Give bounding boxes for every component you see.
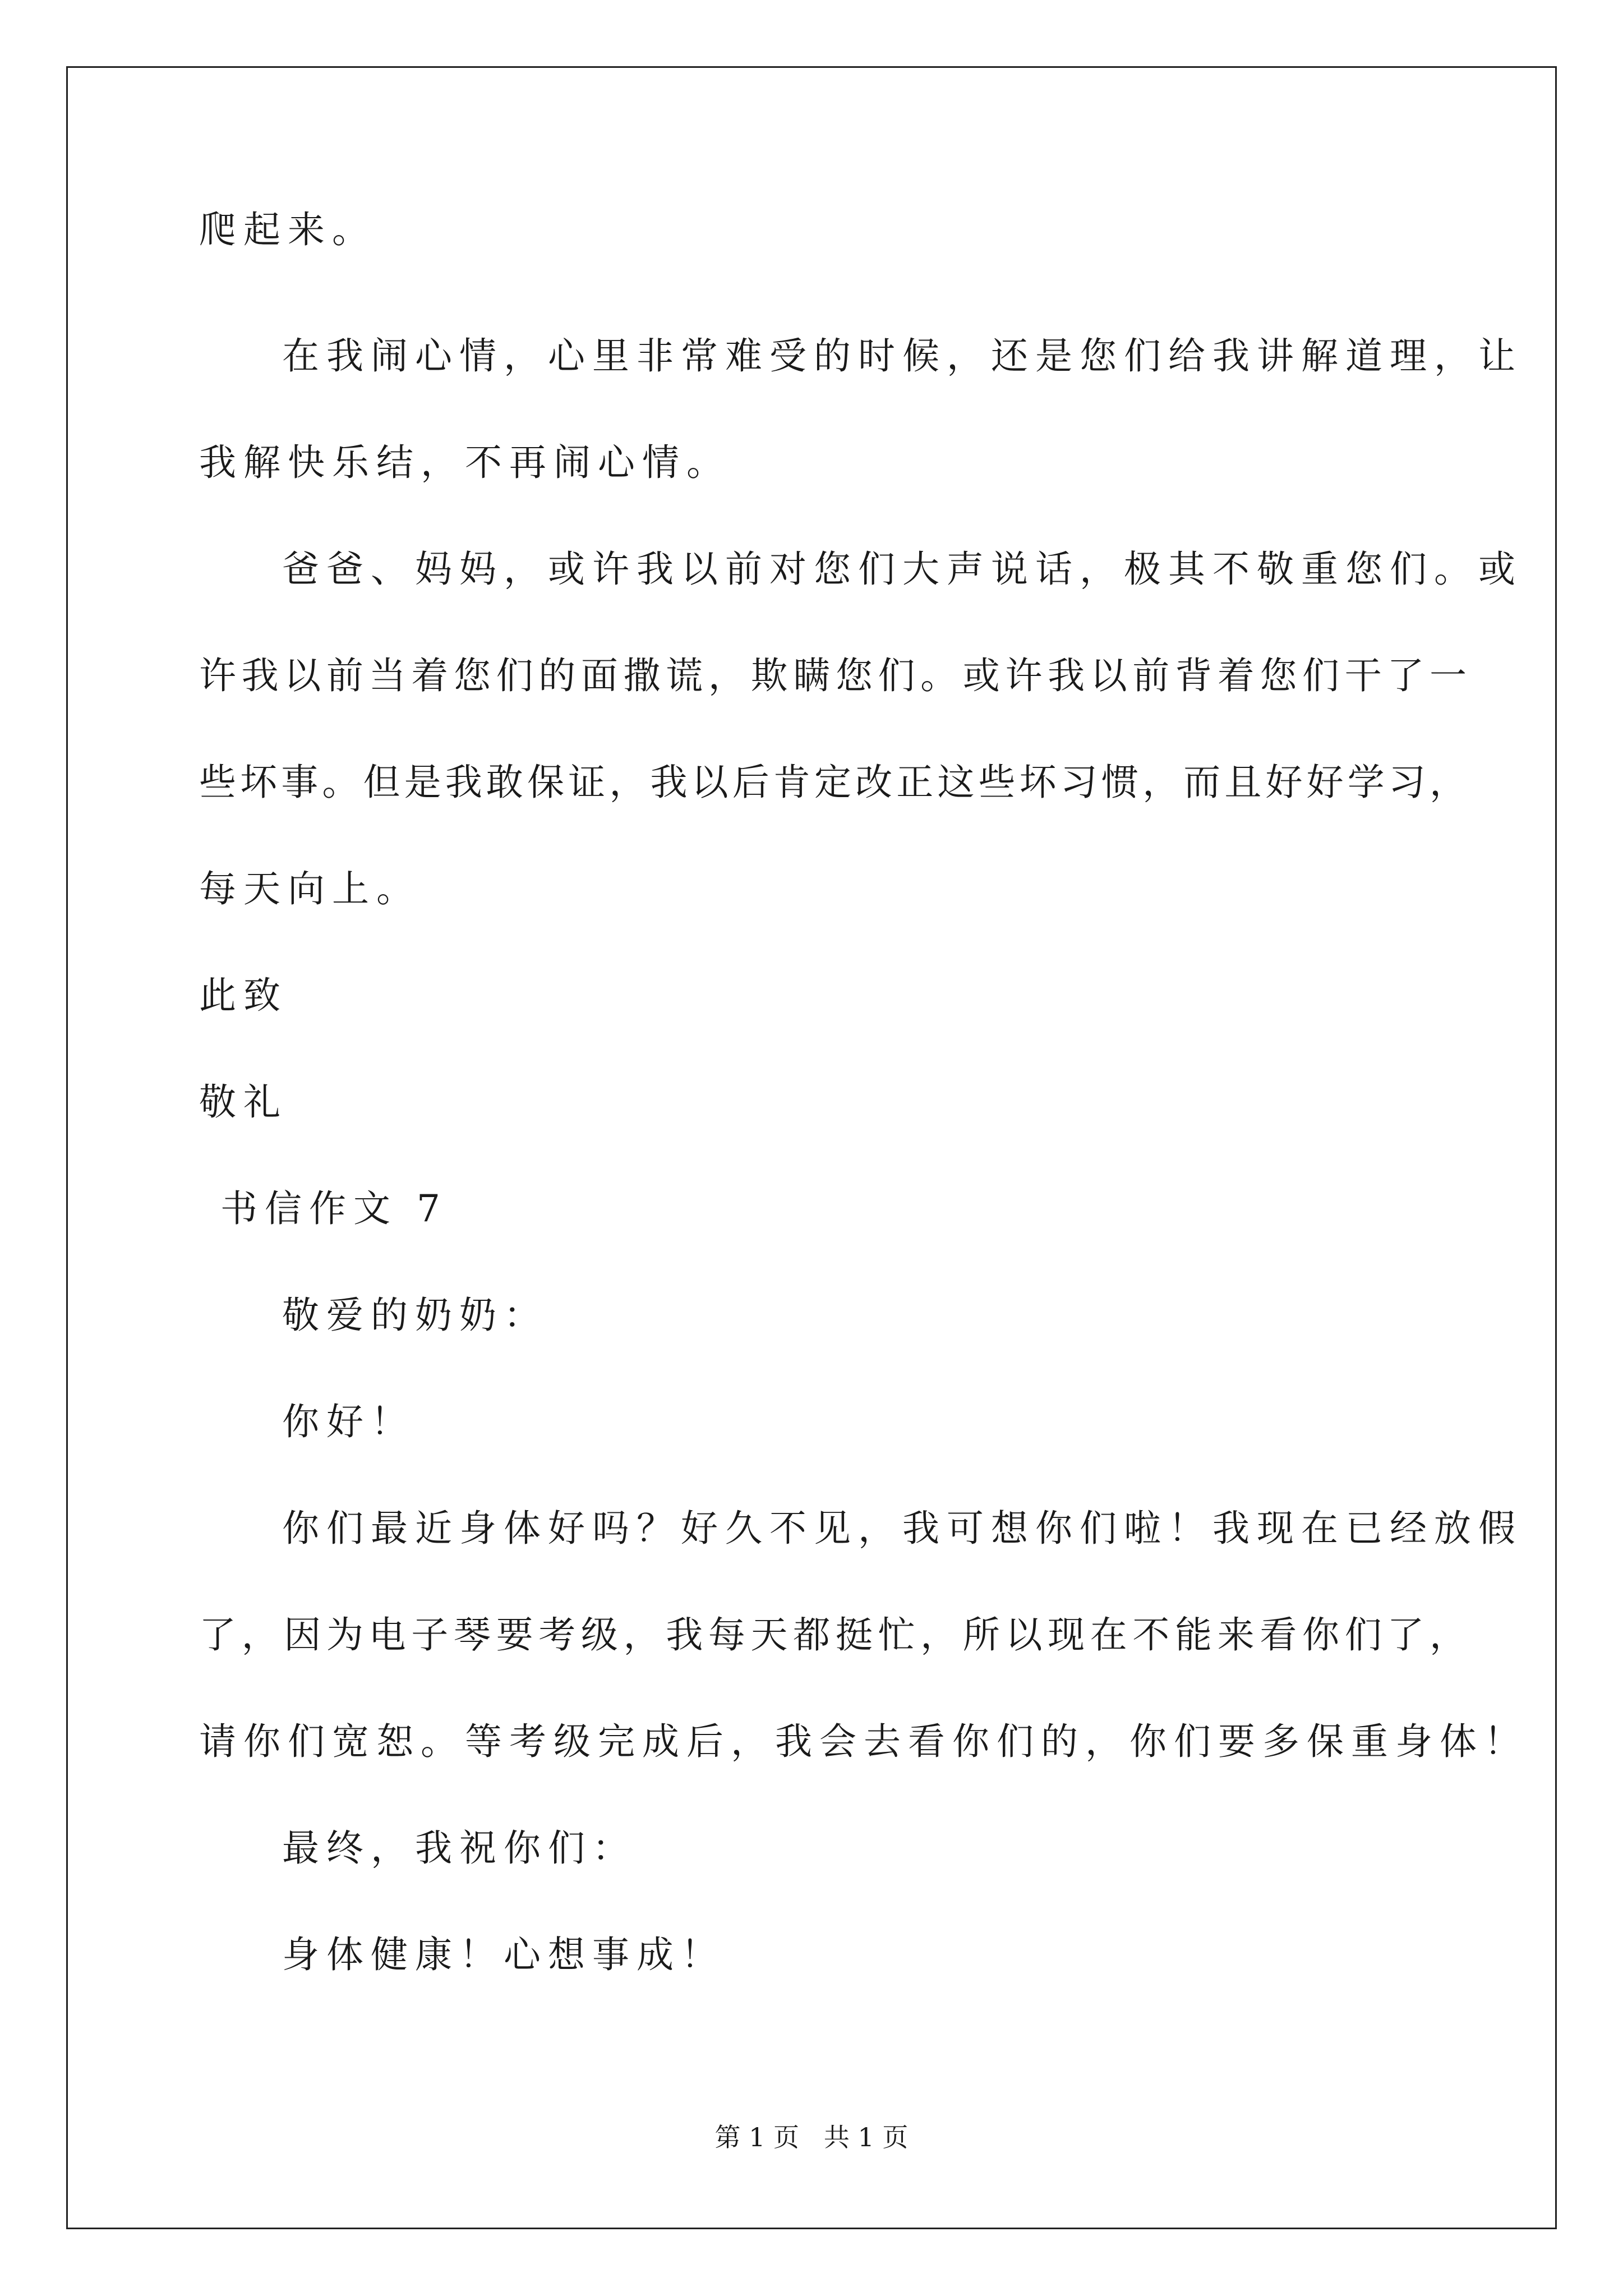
page-footer: 第 1 页 共 1 页 xyxy=(714,2122,909,2152)
text-line: 了，因为电子琴要考级，我每天都挺忙，所以现在不能来看你们了， xyxy=(199,1613,1467,1657)
text-line: 许我以前当着您们的面撒谎，欺瞒您们。或许我以前背着您们干了一 xyxy=(199,654,1467,697)
text-line: 每天向上。 xyxy=(199,867,421,910)
text-line: 爬起来。 xyxy=(199,208,376,251)
paragraph-line: 身体健康！心想事成！ xyxy=(282,1933,725,1976)
paragraph-line: 最终，我祝你们： xyxy=(282,1826,637,1870)
paragraph-line: 你们最近身体好吗？好久不见，我可想你们啦！我现在已经放假 xyxy=(282,1507,1523,1550)
section-heading: 书信作文 7 xyxy=(220,1187,448,1230)
text-line: 些坏事。但是我敢保证，我以后肯定改正这些坏习惯，而且好好学习， xyxy=(199,761,1467,804)
text-line: 我解快乐结，不再闹心情。 xyxy=(199,441,731,484)
page-border xyxy=(66,66,1557,2229)
closing-line: 此致 xyxy=(199,974,288,1017)
closing-line: 敬礼 xyxy=(199,1080,288,1124)
salutation-line: 敬爱的奶奶： xyxy=(282,1294,548,1337)
text-line: 请你们宽恕。等考级完成后，我会去看你们的，你们要多保重身体！ xyxy=(199,1720,1528,1763)
paragraph-line: 爸爸、妈妈，或许我以前对您们大声说话，极其不敬重您们。或 xyxy=(282,547,1523,591)
paragraph-line: 在我闹心情，心里非常难受的时候，还是您们给我讲解道理，让 xyxy=(282,334,1523,378)
greeting-line: 你好！ xyxy=(282,1400,415,1443)
